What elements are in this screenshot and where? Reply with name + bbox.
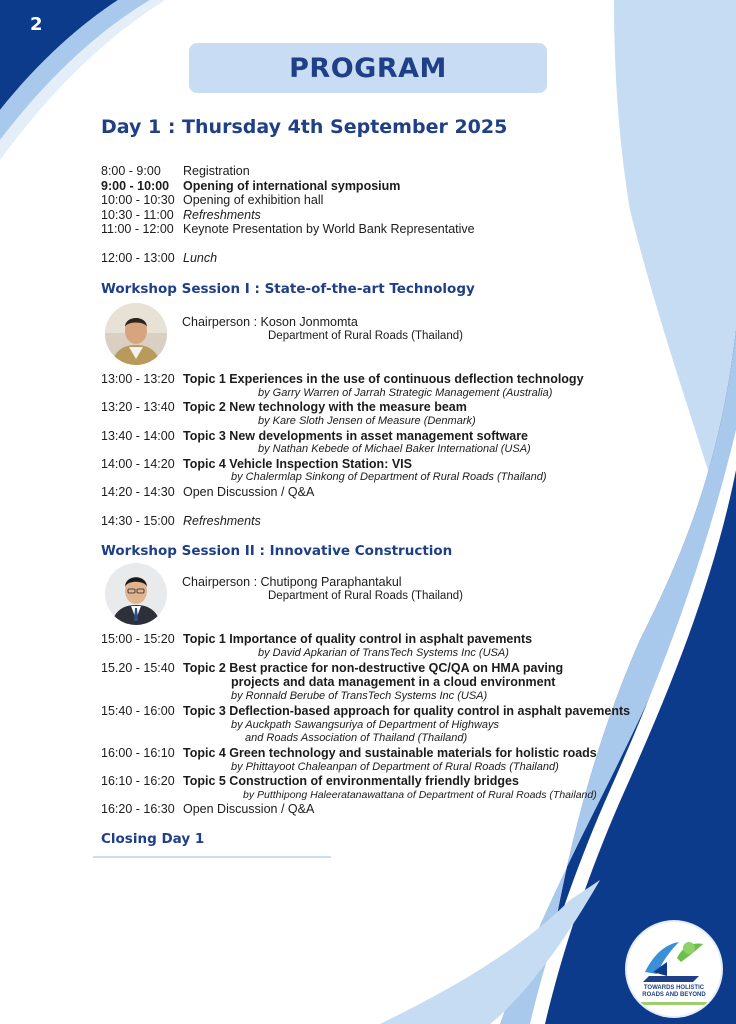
schedule-time: 10:00 - 10:30 [101, 193, 175, 207]
event-logo [627, 922, 721, 1016]
schedule-time: 9:00 - 10:00 [101, 179, 170, 193]
logo-text-line1: TOWARDS HOLISTIC [643, 985, 705, 991]
closing-divider [93, 856, 331, 858]
schedule-time: 11:00 - 12:00 [101, 222, 174, 236]
schedule-row [101, 193, 323, 208]
page-number: 2 [30, 14, 43, 35]
logo-text-line2: ROADS AND BEYOND [642, 992, 706, 998]
topic-time: 13:20 - 13:40 [101, 400, 175, 414]
closing-title: Closing Day 1 [101, 831, 205, 847]
schedule-desc: Open Discussion / Q&A [183, 485, 315, 499]
topic-title: projects and data management in a cloud environment [231, 675, 556, 689]
topic-time: 13:40 - 14:00 [101, 429, 175, 443]
topic-speaker: by Garry Warren of Jarrah Strategic Management (Australia) [258, 387, 553, 399]
topic-row [101, 661, 563, 675]
schedule-row [101, 222, 475, 237]
topic-title: Topic 3 New developments in asset management software [183, 429, 529, 443]
day-title: Day 1 : Thursday 4th September 2025 [101, 116, 508, 138]
topic-speaker: by David Apkarian of TransTech Systems Inc (USA) [258, 647, 509, 659]
topic-speaker: by Chalermlap Sinkong of Department of Rural Roads (Thailand) [231, 471, 547, 483]
topic-title: Topic 1 Experiences in the use of continuous deflection technology [183, 372, 584, 386]
topic-speaker: by Putthipong Haleeratanawattana of Department of Rural Roads (Thailand) [243, 789, 597, 801]
topic-row [101, 704, 630, 718]
topic-time: 13:00 - 13:20 [101, 372, 175, 386]
session-title: Workshop Session I : State-of-the-art Technology [101, 281, 475, 297]
schedule-desc: Registration [183, 164, 250, 178]
topic-title: Topic 1 Importance of quality control in asphalt pavements [183, 632, 533, 646]
topic-time: 14:00 - 14:20 [101, 457, 175, 471]
schedule-row [101, 802, 314, 817]
topic-title: Topic 4 Vehicle Inspection Station: VIS [183, 457, 412, 471]
schedule-desc: Refreshments [183, 208, 261, 222]
chairperson-label: Chairperson : Koson Jonmomta [182, 315, 358, 329]
schedule-row [101, 514, 261, 529]
topic-speaker: by Phittayoot Chaleanpan of Department of Rural Roads (Thailand) [231, 761, 559, 773]
chairperson-photo [105, 563, 167, 625]
schedule-time: 16:20 - 16:30 [101, 802, 175, 816]
topic-speaker: by Ronnald Berube of TransTech Systems Inc (USA) [231, 690, 488, 702]
program-title-banner [189, 43, 547, 93]
topic-time: 16:00 - 16:10 [101, 746, 175, 760]
topic-speaker: and Roads Association of Thailand (Thailand) [245, 732, 468, 744]
chairperson-photo [105, 303, 167, 365]
topic-time: 15:40 - 16:00 [101, 704, 175, 718]
schedule-desc: Open Discussion / Q&A [183, 802, 315, 816]
topic-title: Topic 4 Green technology and sustainable materials for holistic roads [183, 746, 597, 760]
topic-row [101, 457, 412, 471]
topic-row [101, 429, 528, 443]
session-title: Workshop Session II : Innovative Construction [101, 543, 453, 559]
topic-title-continued [231, 675, 555, 689]
schedule-desc: Keynote Presentation by World Bank Representative [183, 222, 475, 236]
schedule-row [101, 164, 250, 179]
topic-row [101, 372, 584, 386]
topic-title: Topic 2 New technology with the measure beam [183, 400, 467, 414]
topic-speaker: by Kare Sloth Jensen of Measure (Denmark) [258, 415, 476, 427]
topic-time: 15:00 - 15:20 [101, 632, 175, 646]
topic-row [101, 774, 519, 788]
schedule-row [101, 208, 261, 223]
chairperson-dept: Department of Rural Roads (Thailand) [268, 330, 463, 342]
schedule-time: 8:00 - 9:00 [101, 164, 161, 178]
topic-row [101, 746, 597, 760]
topic-speaker: by Nathan Kebede of Michael Baker International (USA) [258, 443, 531, 455]
topic-time: 16:10 - 16:20 [101, 774, 175, 788]
schedule-time: 14:20 - 14:30 [101, 485, 175, 499]
schedule-row [101, 251, 217, 266]
schedule-desc: Opening of international symposium [183, 179, 401, 193]
topic-row [101, 400, 467, 414]
page-title: PROGRAM [289, 52, 447, 84]
schedule-desc: Refreshments [183, 514, 261, 528]
schedule-row [101, 179, 400, 194]
topic-title: Topic 3 Deflection-based approach for quality control in asphalt pavements [183, 704, 631, 718]
schedule-time: 10:30 - 11:00 [101, 208, 174, 222]
topic-title: Topic 2 Best practice for non-destructive QC/QA on HMA paving [183, 661, 564, 675]
schedule-row [101, 485, 314, 500]
schedule-time: 14:30 - 15:00 [101, 514, 175, 528]
topic-time: 15.20 - 15:40 [101, 661, 175, 675]
chairperson-dept: Department of Rural Roads (Thailand) [268, 590, 463, 602]
schedule-desc: Lunch [183, 251, 218, 265]
topic-speaker: by Auckpath Sawangsuriya of Department of Highways [231, 719, 500, 731]
chairperson-label: Chairperson : Chutipong Paraphantakul [182, 575, 402, 589]
topic-row [101, 632, 532, 646]
topic-title: Topic 5 Construction of environmentally friendly bridges [183, 774, 519, 788]
schedule-time: 12:00 - 13:00 [101, 251, 175, 265]
schedule-desc: Opening of exhibition hall [183, 193, 324, 207]
